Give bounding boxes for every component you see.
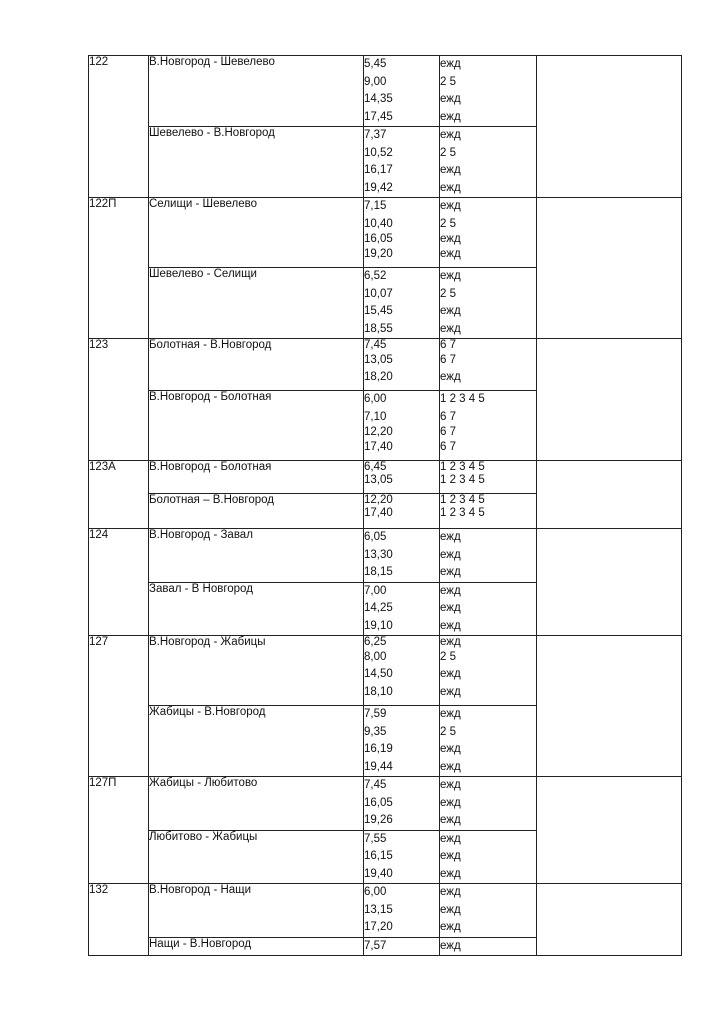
departure-time: 14,50 (364, 668, 393, 680)
operating-days: ежд (440, 685, 461, 698)
operating-days: ежд (440, 850, 461, 862)
departure-time: 16,05 (364, 233, 393, 245)
operating-days: ежд (440, 164, 461, 176)
departure-time: 9,00 (364, 75, 387, 88)
operating-days: ежд (440, 531, 461, 543)
schedule-row (89, 777, 682, 831)
operating-days: ежд (440, 322, 461, 335)
operating-days: ежд (440, 867, 461, 880)
operating-days: ежд (440, 796, 461, 809)
departure-time: 16,05 (364, 796, 393, 809)
operating-days-cell (440, 268, 537, 339)
departure-time: 16,17 (364, 164, 393, 176)
route-direction: Болотная – В.Новгород (149, 494, 364, 529)
route-direction: Любитово - Жабицы (149, 830, 364, 884)
departure-time: 14,35 (364, 93, 393, 105)
departure-time: 9,35 (364, 725, 387, 738)
route-direction: В.Новгород - Нащи (149, 884, 364, 938)
notes-cell (537, 461, 682, 529)
departure-times-cell (364, 636, 440, 706)
departure-times-cell (364, 127, 440, 198)
operating-days: 1 2 3 4 5 (440, 461, 485, 473)
operating-days: ежд (440, 779, 461, 791)
operating-days: ежд (440, 743, 461, 755)
notes-cell (537, 884, 682, 956)
departure-time: 6,45 (364, 461, 387, 473)
operating-days: ежд (440, 129, 461, 141)
route-direction: Жабицы - Любитово (149, 777, 364, 831)
departure-time: 6,00 (364, 886, 387, 898)
route-direction: В.Новгород - Болотная (149, 391, 364, 461)
notes-cell (537, 529, 682, 636)
departure-times-cell (364, 494, 440, 529)
departure-time: 12,20 (364, 426, 393, 438)
departure-time: 16,15 (364, 850, 393, 862)
route-direction: Болотная - В.Новгород (149, 339, 364, 391)
route-number: 123А (89, 461, 149, 529)
operating-days: 1 2 3 4 5 (440, 393, 485, 405)
operating-days: ежд (440, 921, 461, 933)
departure-time: 10,52 (364, 146, 393, 159)
departure-times-cell (364, 339, 440, 391)
route-number: 124 (89, 529, 149, 636)
departure-time: 6,52 (364, 270, 387, 282)
route-direction: В.Новгород - Шевелево (149, 56, 364, 127)
departure-time: 13,05 (364, 473, 393, 486)
schedule-row (89, 56, 682, 127)
departure-time: 6,00 (364, 393, 387, 405)
bus-schedule-table (88, 55, 682, 956)
departure-time: 7,57 (364, 939, 387, 952)
departure-time: 12,20 (364, 494, 393, 506)
route-number: 122 (89, 56, 149, 198)
route-direction: Селищи - Шевелево (149, 198, 364, 268)
operating-days: ежд (440, 602, 461, 614)
operating-days: ежд (440, 886, 461, 898)
route-number: 123 (89, 339, 149, 461)
operating-days: 2 5 (440, 650, 456, 663)
notes-cell (537, 777, 682, 884)
route-number: 127П (89, 777, 149, 884)
route-direction: Нащи - В.Новгород (149, 937, 364, 956)
operating-days: 1 2 3 4 5 (440, 473, 485, 486)
notes-cell (537, 339, 682, 461)
departure-time: 7,10 (364, 410, 387, 423)
departure-time: 17,45 (364, 110, 393, 123)
departure-times-cell (364, 830, 440, 884)
operating-days-cell (440, 56, 537, 127)
departure-times-cell (364, 198, 440, 268)
operating-days-cell (440, 339, 537, 391)
departure-times-cell (364, 461, 440, 494)
operating-days: 6 7 (440, 339, 456, 351)
operating-days-cell (440, 582, 537, 636)
departure-times-cell (364, 582, 440, 636)
departure-time: 17,20 (364, 921, 393, 933)
departure-time: 18,55 (364, 322, 393, 335)
route-direction: В.Новгород - Жабицы (149, 636, 364, 706)
operating-days-cell (440, 777, 537, 831)
operating-days: ежд (440, 371, 461, 383)
departure-time: 13,30 (364, 548, 393, 561)
departure-times-cell (364, 268, 440, 339)
departure-time: 17,40 (364, 506, 393, 519)
departure-time: 6,05 (364, 531, 387, 543)
operating-days: ежд (440, 181, 461, 194)
operating-days: ежд (440, 814, 461, 826)
operating-days: ежд (440, 233, 461, 245)
departure-time: 19,20 (364, 247, 393, 260)
departure-times-cell (364, 529, 440, 583)
operating-days: ежд (440, 305, 461, 317)
departure-time: 10,40 (364, 217, 393, 230)
departure-time: 7,59 (364, 708, 387, 720)
operating-days-cell (440, 127, 537, 198)
departure-time: 7,00 (364, 584, 387, 597)
schedule-row (89, 636, 682, 706)
departure-times-cell (364, 884, 440, 938)
operating-days: 6 7 (440, 440, 456, 453)
route-direction: В.Новгород - Завал (149, 529, 364, 583)
departure-time: 7,55 (364, 832, 387, 845)
route-number: 132 (89, 884, 149, 956)
route-direction: Шевелево - В.Новгород (149, 127, 364, 198)
departure-times-cell (364, 937, 440, 956)
operating-days: ежд (440, 832, 461, 845)
schedule-row (89, 529, 682, 583)
operating-days-cell (440, 884, 537, 938)
departure-time: 5,45 (364, 58, 387, 70)
departure-time: 18,10 (364, 685, 393, 698)
operating-days: 2 5 (440, 75, 456, 88)
operating-days: ежд (440, 548, 461, 561)
operating-days-cell (440, 391, 537, 461)
operating-days: ежд (440, 566, 461, 578)
operating-days: 6 7 (440, 410, 456, 423)
notes-cell (537, 56, 682, 198)
operating-days-cell (440, 198, 537, 268)
departure-time: 19,10 (364, 619, 393, 632)
departure-time: 15,45 (364, 305, 393, 317)
operating-days: ежд (440, 93, 461, 105)
notes-cell (537, 636, 682, 777)
notes-cell (537, 198, 682, 339)
departure-time: 7,37 (364, 129, 387, 141)
departure-time: 16,19 (364, 743, 393, 755)
operating-days: 2 5 (440, 725, 456, 738)
route-number: 127 (89, 636, 149, 777)
schedule-row (89, 339, 682, 391)
departure-time: 7,15 (364, 200, 387, 212)
route-direction: Шевелево - Селищи (149, 268, 364, 339)
departure-time: 18,20 (364, 371, 393, 383)
departure-time: 19,44 (364, 760, 393, 773)
route-direction: В.Новгород - Болотная (149, 461, 364, 494)
schedule-row (89, 461, 682, 494)
operating-days: ежд (440, 939, 461, 952)
route-number: 122П (89, 198, 149, 339)
departure-time: 8,00 (364, 650, 387, 663)
departure-time: 6,25 (364, 636, 387, 648)
operating-days: ежд (440, 708, 461, 720)
operating-days: ежд (440, 668, 461, 680)
departure-time: 18,15 (364, 566, 393, 578)
schedule-row (89, 198, 682, 268)
operating-days: 1 2 3 4 5 (440, 494, 485, 506)
departure-time: 13,15 (364, 903, 393, 916)
departure-times-cell (364, 391, 440, 461)
operating-days: ежд (440, 584, 461, 597)
operating-days: ежд (440, 903, 461, 916)
route-direction: Завал - В Новгород (149, 582, 364, 636)
operating-days: ежд (440, 200, 461, 212)
operating-days-cell (440, 830, 537, 884)
operating-days: ежд (440, 636, 461, 648)
operating-days: 1 2 3 4 5 (440, 506, 485, 519)
departure-times-cell (364, 777, 440, 831)
operating-days: ежд (440, 110, 461, 123)
operating-days: ежд (440, 619, 461, 632)
schedule-row (89, 884, 682, 938)
operating-days-cell (440, 706, 537, 777)
departure-time: 19,26 (364, 814, 393, 826)
departure-time: 17,40 (364, 440, 393, 453)
departure-time: 14,25 (364, 602, 393, 614)
departure-time: 19,42 (364, 181, 393, 194)
departure-time: 19,40 (364, 867, 393, 880)
operating-days: 2 5 (440, 146, 456, 159)
operating-days: 6 7 (440, 353, 456, 366)
operating-days: 6 7 (440, 426, 456, 438)
operating-days-cell (440, 529, 537, 583)
operating-days: ежд (440, 760, 461, 773)
operating-days: ежд (440, 270, 461, 282)
departure-time: 7,45 (364, 779, 387, 791)
operating-days-cell (440, 636, 537, 706)
operating-days-cell (440, 937, 537, 956)
departure-times-cell (364, 56, 440, 127)
operating-days-cell (440, 461, 537, 494)
operating-days: 2 5 (440, 217, 456, 230)
operating-days: ежд (440, 247, 461, 260)
departure-time: 10,07 (364, 287, 393, 300)
operating-days-cell (440, 494, 537, 529)
departure-time: 13,05 (364, 353, 393, 366)
operating-days: ежд (440, 58, 461, 70)
route-direction: Жабицы - В.Новгород (149, 706, 364, 777)
departure-times-cell (364, 706, 440, 777)
operating-days: 2 5 (440, 287, 456, 300)
departure-time: 7,45 (364, 339, 387, 351)
